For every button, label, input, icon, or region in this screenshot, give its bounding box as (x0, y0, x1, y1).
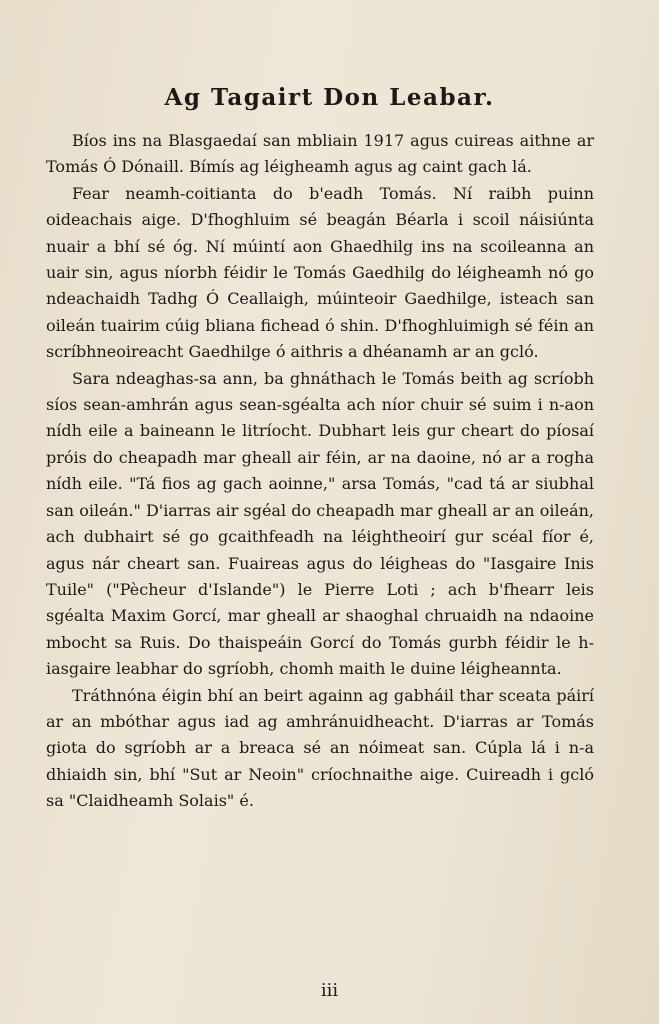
body-text (46, 128, 594, 815)
paragraph-4: Tráthnóna éigin bhí an beirt againn ag gabháil thar sceata páirí ar an mbóthar agus iad ag amhránuidheacht. D'iarras ar Tomás giota do sgríobh ar a breaca sé an nóimeat san. Cúpla lá i n-a dhiaidh sin, bhí "Sut ar Neoin" críochnaithe aige. Cuireadh i gcló sa "Claidheamh Solais" é. (46, 685, 594, 811)
paragraph-2: Fear neamh-coitianta do b'eadh Tomás. Ní raibh puinn oideachais aige. D'fhoghluim sé beagán Béarla i scoil náisiúnta nuair a bhí sé óg. Ní múintí aon Ghaedhilg ins na scoileanna an uair sin, agus níorbh féidir le Tomás Gaedhilg do léigheamh nó go ndeachaidh Tadhg Ó Ceallaigh, múinteoir Gaedhilge, isteach san oileán tuairim cúig bliana fichead ó shin. D'fhoghluimigh sé féin an scríbhneoireacht Gaedhilge ó aithris a dhéanamh ar an gcló. (46, 183, 594, 362)
paragraph-3: Sara ndeaghas-sa ann, ba ghnáthach le Tomás beith ag scríobh síos sean-amhrán agus sean-sgéalta ach níor chuir sé suim i n-aon nídh eile a baineann le litríocht. Dubhart leis gur cheart do píosaí próis do cheapadh mar gheall air féin, ar na daoine, nó ar a rogha nídh eile. "Tá fios ag gach aoinne," arsa Tomás, "cad tá ar siubhal san oileán." D'iarras air sgéal do cheapadh mar gheall ar an oileán, ach dubhairt sé go gcaithfeadh na léightheoirí gur scéal fíor é, agus nár cheart san. Fuaireas agus do léigheas do "Iasgaire Inis Tuile" ("Pècheur d'Islande") le Pierre Loti ; ach b'fhearr leis sgéalta Maxim Gorcí, mar gheall ar shaoghal chruaidh na ndaoine mbocht sa Ruis. Do thaispeáin Gorcí do Tomás gurbh féidir le h-iasgaire leabhar do sgríobh, chomh maith le duine léigheannta. (46, 368, 594, 679)
page-heading: Ag Tagairt Don Leabar. (164, 84, 495, 111)
paragraph-1: Bíos ins na Blasgaedaí san mbliain 1917 agus cuireas aithne ar Tomás Ó Dónaill. Bímís ag léigheamh agus ag caint gach lá. (46, 131, 594, 177)
page-number: iii (320, 980, 339, 1001)
